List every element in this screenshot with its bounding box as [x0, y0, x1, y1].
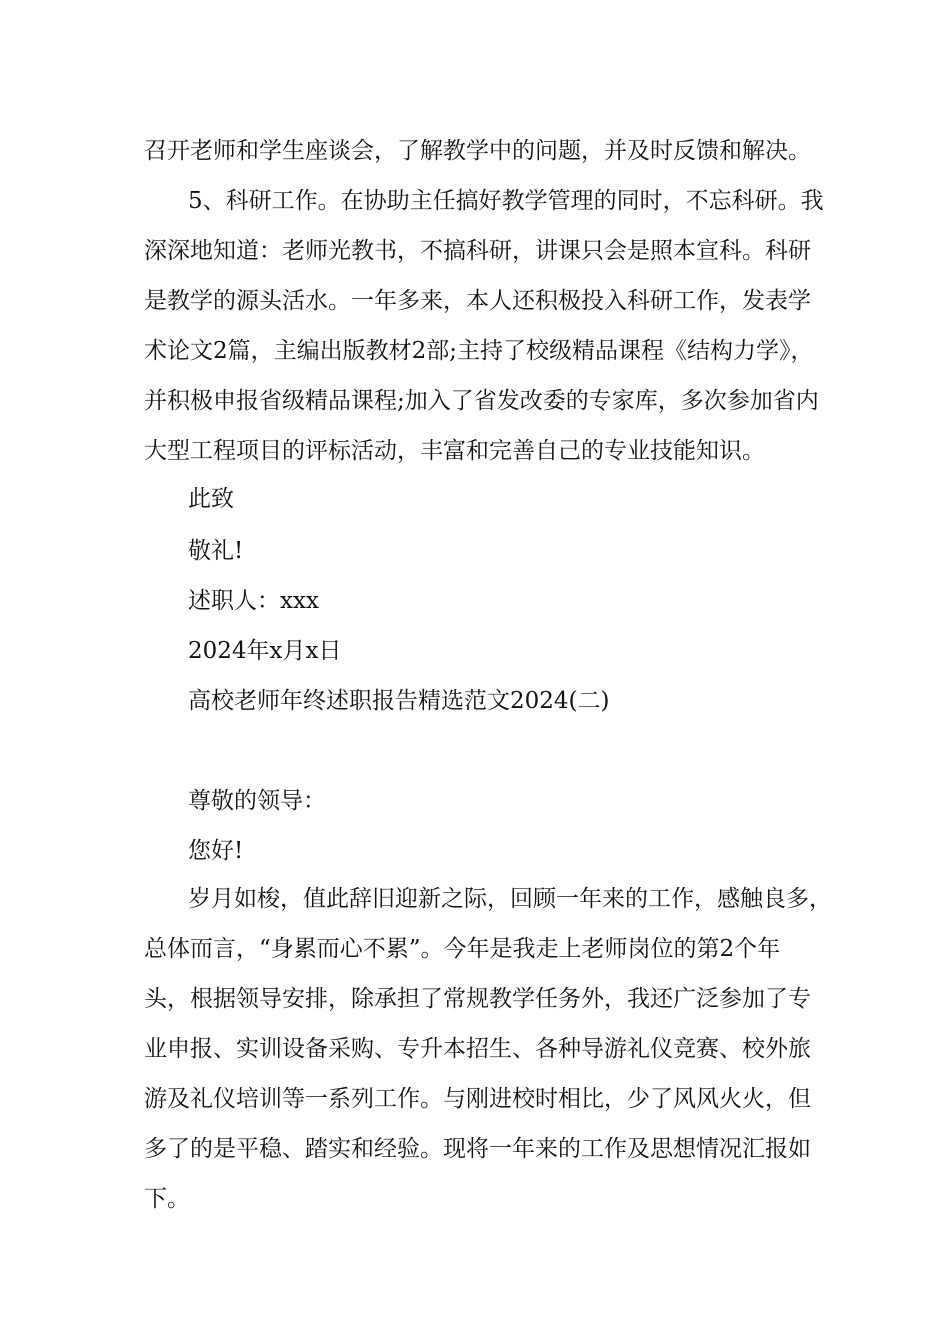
paragraph-line: 游及礼仪培训等一系列工作。与刚进校时相比，少了风风火火，但	[144, 1086, 811, 1112]
paragraph-line: 深深地知道：老师光教书，不搞科研，讲课只会是照本宣科。科研	[144, 238, 811, 264]
paragraph-line: 多了的是平稳、踏实和经验。现将一年来的工作及思想情况汇报如	[144, 1136, 811, 1162]
section-title: 高校老师年终述职报告精选范文2024(二)	[188, 688, 610, 714]
paragraph-line: 下。	[144, 1186, 190, 1212]
signature-line: 述职人：xxx	[188, 588, 319, 614]
paragraph-line: 大型工程项目的评标活动，丰富和完善自己的专业技能知识。	[144, 438, 765, 464]
paragraph-line: 是教学的源头活水。一年多来，本人还积极投入科研工作，发表学	[144, 288, 811, 314]
paragraph-line: 岁月如梭，值此辞旧迎新之际，回顾一年来的工作，感触良多，	[188, 886, 832, 912]
date-line: 2024年x月x日	[188, 638, 342, 664]
greeting-addressee: 尊敬的领导：	[188, 788, 326, 814]
paragraph-line: 头，根据领导安排，除承担了常规教学任务外，我还广泛参加了专	[144, 986, 811, 1012]
closing-regards: 敬礼!	[188, 538, 244, 564]
paragraph-line: 术论文2篇，主编出版教材2部;主持了校级精品课程《结构力学》，	[144, 338, 814, 364]
closing-salutation: 此致	[188, 486, 234, 512]
paragraph-line: 召开老师和学生座谈会，了解教学中的问题，并及时反馈和解决。	[144, 138, 811, 164]
paragraph-line: 5、科研工作。在协助主任搞好教学管理的同时，不忘科研。我	[188, 188, 824, 214]
paragraph-line: 业申报、实训设备采购、专升本招生、各种导游礼仪竞赛、校外旅	[144, 1036, 811, 1062]
paragraph-line: 总体而言，“身累而心不累”。今年是我走上老师岗位的第2个年	[144, 936, 781, 962]
greeting-hello: 您好!	[188, 838, 244, 864]
paragraph-line: 并积极申报省级精品课程;加入了省发改委的专家库，多次参加省内	[144, 388, 819, 414]
